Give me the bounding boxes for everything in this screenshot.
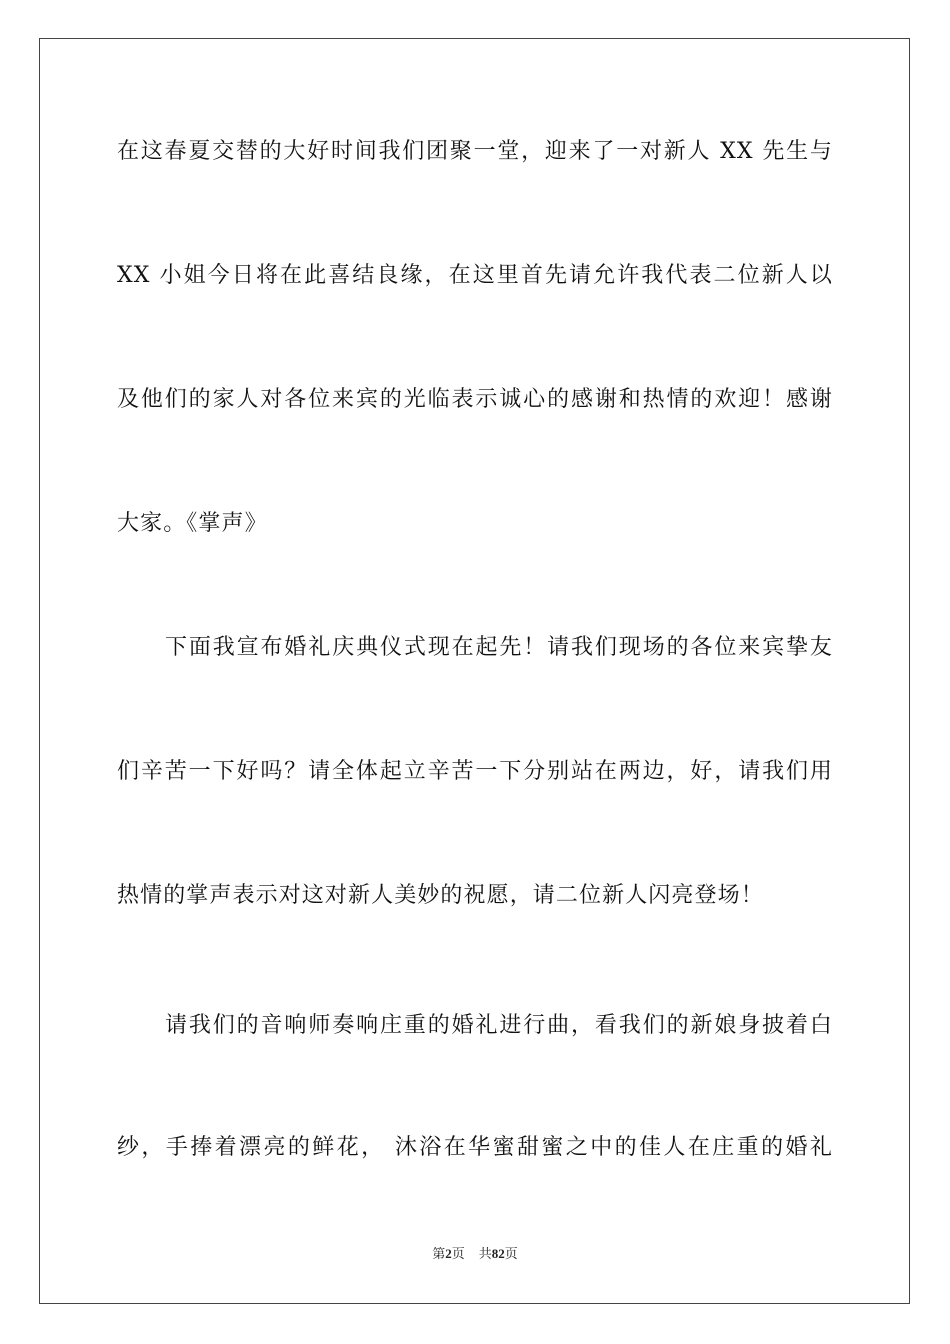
paragraph-line-7: 热情的掌声表示对这对新人美妙的祝愿，请二位新人闪亮登场！ [117,883,764,908]
total-prefix: 共 [478,1247,492,1262]
paragraph-line-5: 下面我宣布婚礼庆典仪式现在起先！请我们现场的各位来宾挚友 [165,635,833,660]
page-suffix: 页 [451,1247,465,1262]
paragraph-line-6: 们辛苦一下好吗？请全体起立辛苦一下分别站在两边，好，请我们用 [117,759,833,784]
total-suffix: 页 [504,1247,518,1262]
paragraph-line-8: 请我们的音响师奏响庄重的婚礼进行曲，看我们的新娘身披着白 [165,1013,833,1038]
paragraph-line-2: XX 小姐今日将在此喜结良缘，在这里首先请允许我代表二位新人以 [117,263,833,288]
page-number: 2 [445,1246,452,1261]
page-footer [0,1245,950,1264]
paragraph-line-4: 大家。《掌声》 [117,511,268,536]
page-prefix: 第 [432,1247,446,1262]
total-pages: 82 [491,1246,505,1261]
paragraph-line-3: 及他们的家人对各位来宾的光临表示诚心的感谢和热情的欢迎！感谢 [117,387,833,412]
paragraph-line-1: 在这春夏交替的大好时间我们团聚一堂，迎来了一对新人 XX 先生与 [117,139,833,164]
page-border [39,38,910,1304]
paragraph-line-9: 纱，手捧着漂亮的鲜花， 沐浴在华蜜甜蜜之中的佳人在庄重的婚礼 [117,1135,833,1160]
